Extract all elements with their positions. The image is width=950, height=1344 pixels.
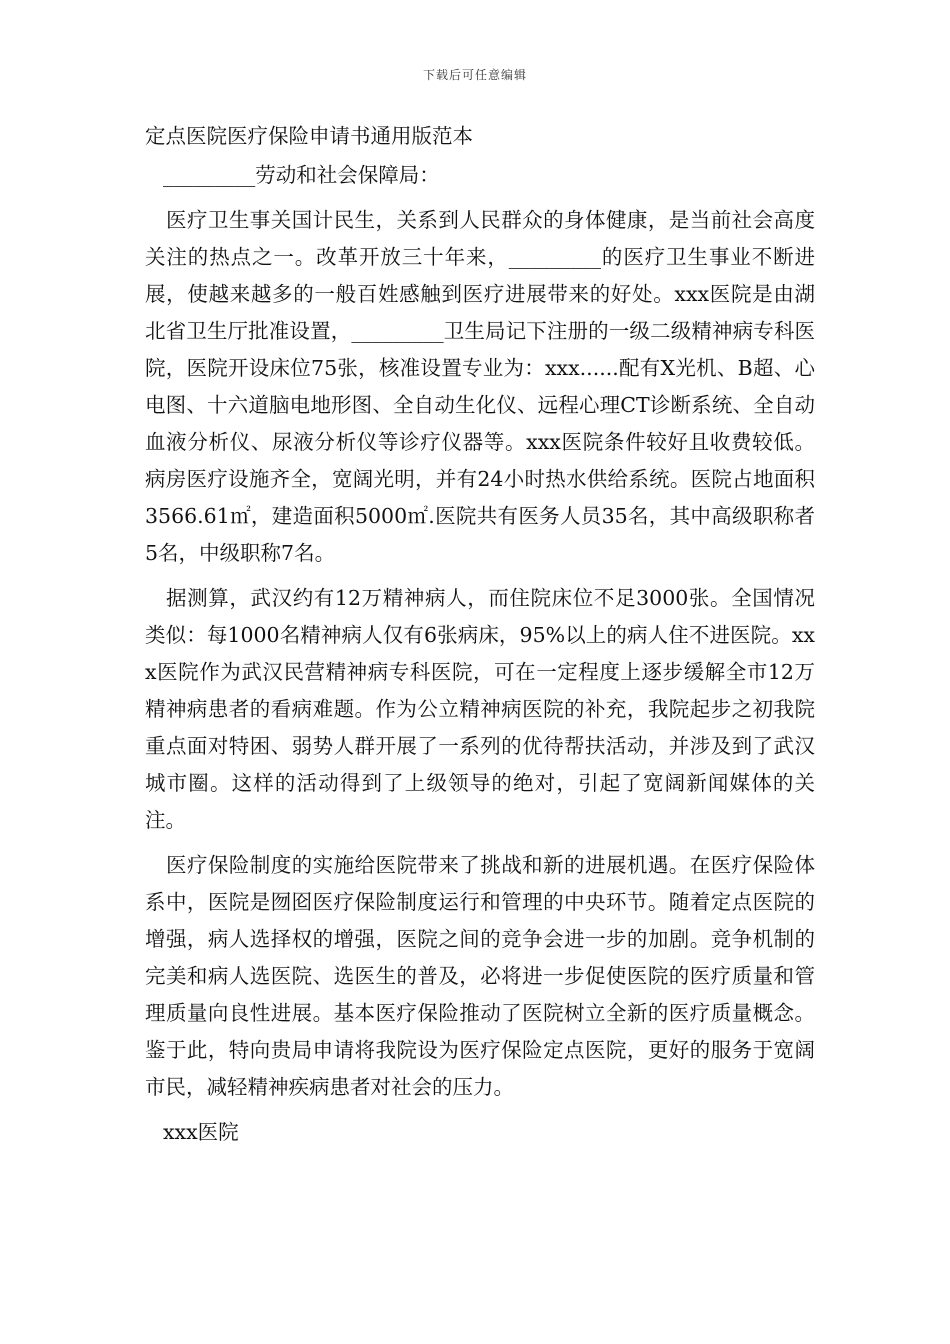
page-header-note: 下载后可任意编辑 [422, 68, 527, 82]
paragraph-1: 医疗卫生事关国计民生，关系到人民群众的身体健康，是当前社会高度关注的热点之一。改革开放三十年来，_________的医疗卫生事业不断进展，使越来越多的一般百姓感触到医疗进展带来的好处。xxx医院是由湖北省卫生厅批准设置，_________卫生局记下注册的一级二级精神病专科医院，医院开设床位75张，核准设置专业为：xxx......配有X光机、B超、心电图、十六道脑电地形图、全自动生化仪、远程心理CT诊断系统、全自动血液分析仪、尿液分析仪等诊疗仪器等。xxx医院条件较好且收费较低。病房医疗设施齐全，宽阔光明，并有24小时热水供给系统。医院占地面积3566.61㎡，建造面积5000㎡.医院共有医务人员35名，其中高级职称者5名，中级职称7名。 [145, 208, 815, 565]
document-body [145, 118, 815, 1151]
document-title: 定点医院医疗保险申请书通用版范本 [145, 124, 473, 148]
paragraph-3: 医疗保险制度的实施给医院带来了挑战和新的进展机遇。在医疗保险体系中，医院是囫囵医疗保险制度运行和管理的中央环节。随着定点医院的增强，病人选择权的增强，医院之间的竞争会进一步的加剧。竞争机制的完美和病人选医院、选医生的普及，必将进一步促使医院的医疗质量和管理质量向良性进展。基本医疗保险推动了医院树立全新的医疗质量概念。鉴于此，特向贵局申请将我院设为医疗保险定点医院，更好的服务于宽阔市民，减轻精神疾病患者对社会的压力。 [145, 853, 815, 1099]
salutation: _________劳动和社会保障局： [163, 163, 440, 187]
signature: xxx医院 [163, 1120, 239, 1144]
paragraph-2: 据测算，武汉约有12万精神病人，而住院床位不足3000张。全国情况类似：每1000名精神病人仅有6张病床，95%以上的病人住不进医院。xxx医院作为武汉民营精神病专科医院，可在一定程度上逐步缓解全市12万精神病患者的看病难题。作为公立精神病医院的补充，我院起步之初我院重点面对特困、弱势人群开展了一系列的优待帮扶活动，并涉及到了武汉城市圈。这样的活动得到了上级领导的绝对，引起了宽阔新闻媒体的关注。 [145, 586, 815, 832]
